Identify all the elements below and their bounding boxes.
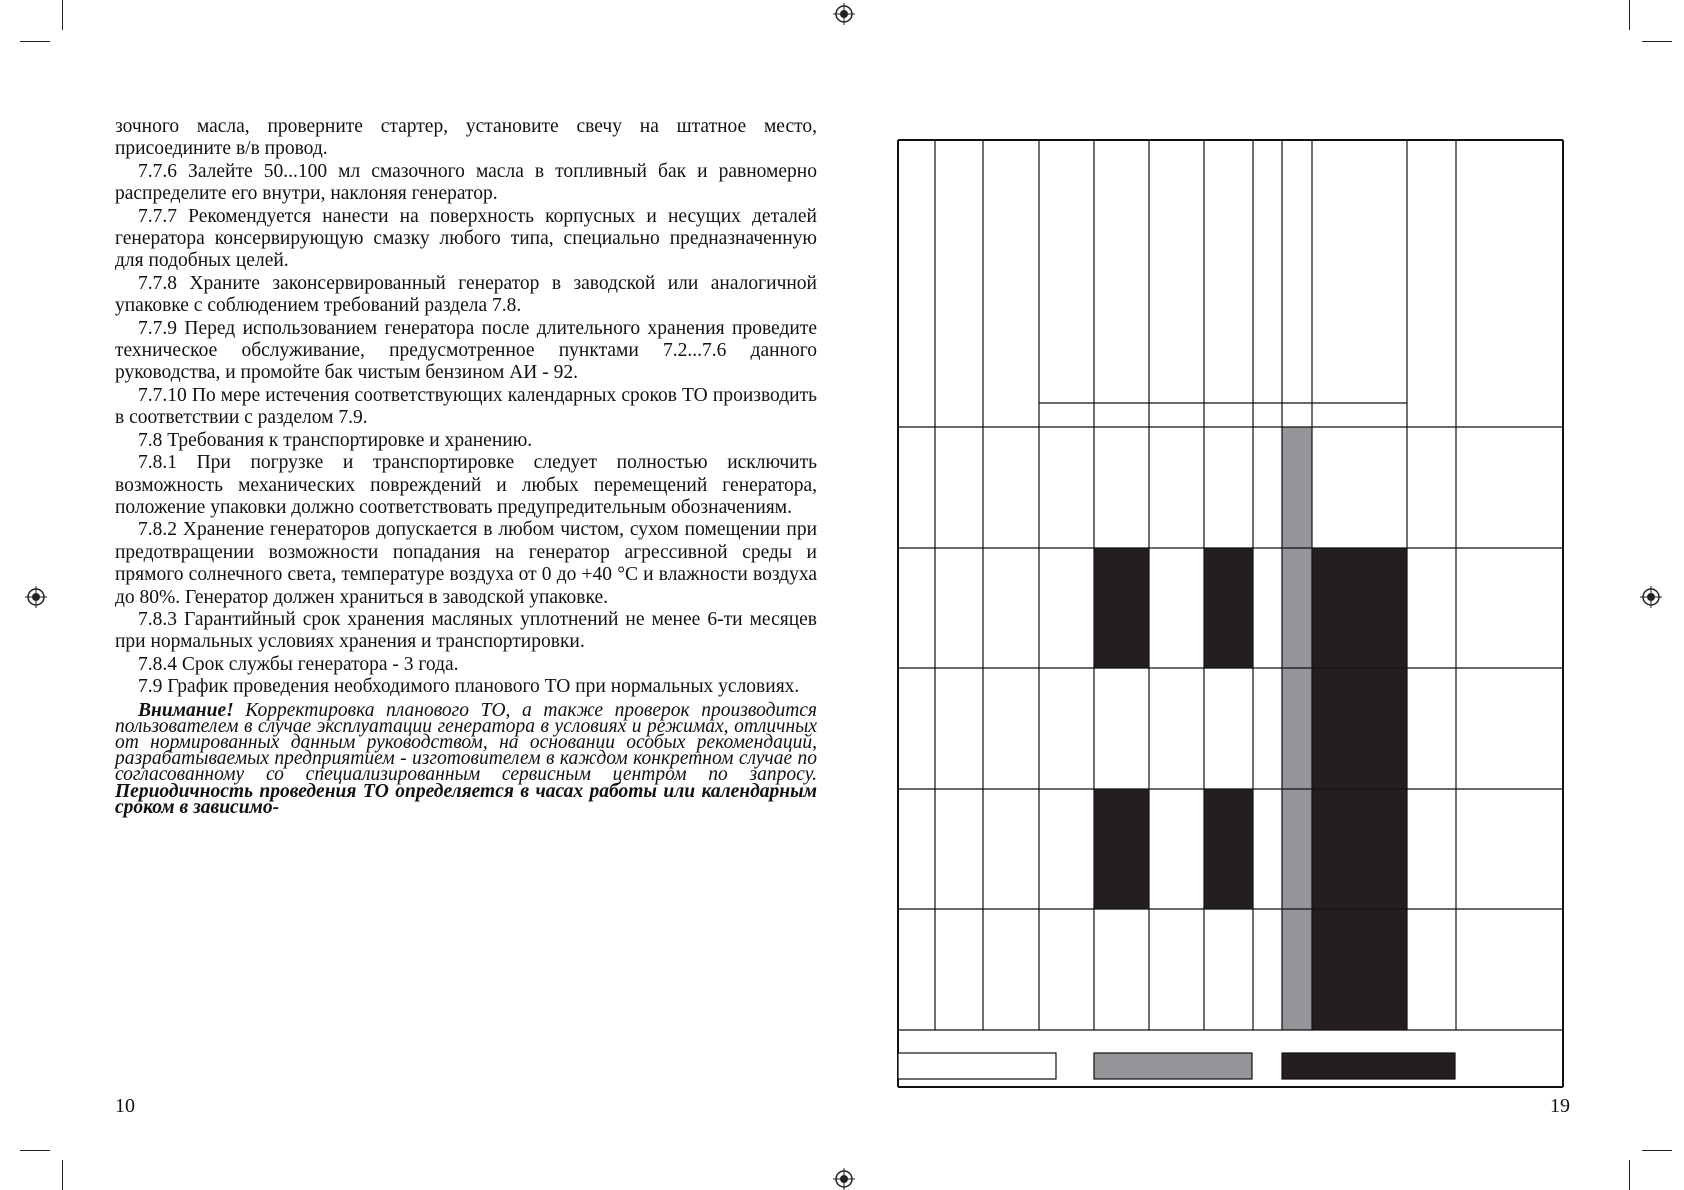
schedule-cell-black: [1312, 548, 1407, 668]
paragraph: 7.8 Требования к транспортировке и хранению.: [138, 429, 533, 451]
schedule-cell-black: [1094, 548, 1149, 668]
schedule-cell-gray: [1282, 789, 1312, 909]
schedule-cell-black: [1094, 789, 1149, 909]
paragraph: 7.9 График проведения необходимого планового ТО при нормальных условиях.: [138, 676, 800, 698]
schedule-cell-gray: [1282, 668, 1312, 789]
paragraph: 7.7.7 Рекомендуется нанести на поверхность корпусных и несущих деталей генератора консервирующую смазку любого типа, специально предназначенную для подобных целей.: [115, 205, 817, 272]
paragraph: 7.8.2 Хранение генераторов допускается в любом чистом, сухом помещении при предотвращении возможности попадания на генератор агрессивной среды и прямого солнечного света, температуре воздуха от 0 до +40 °С и влажности воздуха до 80%. Генератор должен храниться в заводской упаковке.: [115, 519, 817, 608]
schedule-cell-black: [1312, 909, 1407, 1030]
schedule-cell-black: [1312, 789, 1407, 909]
page-number-right: 19: [1550, 1095, 1570, 1117]
legend-swatch-black: [1282, 1053, 1455, 1079]
legend-swatch-gray: [1094, 1053, 1252, 1079]
legend-swatch-white: [898, 1053, 1056, 1079]
paragraph: 7.8.3 Гарантийный срок хранения масляных уплотнений не менее 6-ти месяцев при нормальных условиях хранения и транспортировки.: [115, 608, 817, 653]
warning-body: Корректировка планового ТО, а также проверок производится пользователем в случае эксплуатации генератора в условиях и режимах, отличных от нормированных данным руководством, на основании особых рекомендаций, разрабатываемых предприятием - изготовителем в каждом конкретном случае по согласованному со специализированным сервисным центром по запросу.: [115, 699, 817, 786]
warning-emphasis: Периодичность проведения ТО определяется в часах работы или календарным сроком в зависимо-: [115, 780, 817, 818]
paragraph: 7.7.10 По мере истечения соответствующих календарных сроков ТО производить в соответствии с разделом 7.9.: [115, 384, 817, 429]
schedule-cell-black: [1204, 789, 1253, 909]
page-number-left: 10: [115, 1095, 135, 1117]
schedule-cell-gray: [1282, 548, 1312, 668]
paragraph: 7.7.8 Храните законсервированный генератор в заводской или аналогичной упаковке с соблюдением требований раздела 7.8.: [115, 272, 817, 317]
schedule-cell-black: [1204, 548, 1253, 668]
schedule-cell-gray: [1282, 909, 1312, 1030]
paragraph: 7.7.9 Перед использованием генератора после длительного хранения проведите техническое обслуживание, предусмотренное пунктами 7.2...7.6 данного руководства, и промойте бак чистым бензином АИ - 92.: [115, 317, 817, 384]
schedule-cell-gray: [1282, 427, 1312, 548]
schedule-cell-black: [1312, 668, 1407, 789]
warning-title: Внимание!: [138, 699, 234, 721]
paragraph: 7.8.4 Срок службы генератора - 3 года.: [138, 653, 459, 675]
paragraph: 7.7.6 Залейте 50...100 мл смазочного масла в топливный бак и равномерно распределите его внутри, наклоняя генератор.: [115, 160, 817, 205]
paragraph: зочного масла, проверните стартер, установите свечу на штатное место, присоедините в/в провод.: [115, 116, 817, 160]
paragraph: 7.8.1 При погрузке и транспортировке следует полностью исключить возможность механических повреждений и любых перемещений генератора, положение упаковки должно соответствовать предупредительным обозначениям.: [115, 452, 817, 518]
